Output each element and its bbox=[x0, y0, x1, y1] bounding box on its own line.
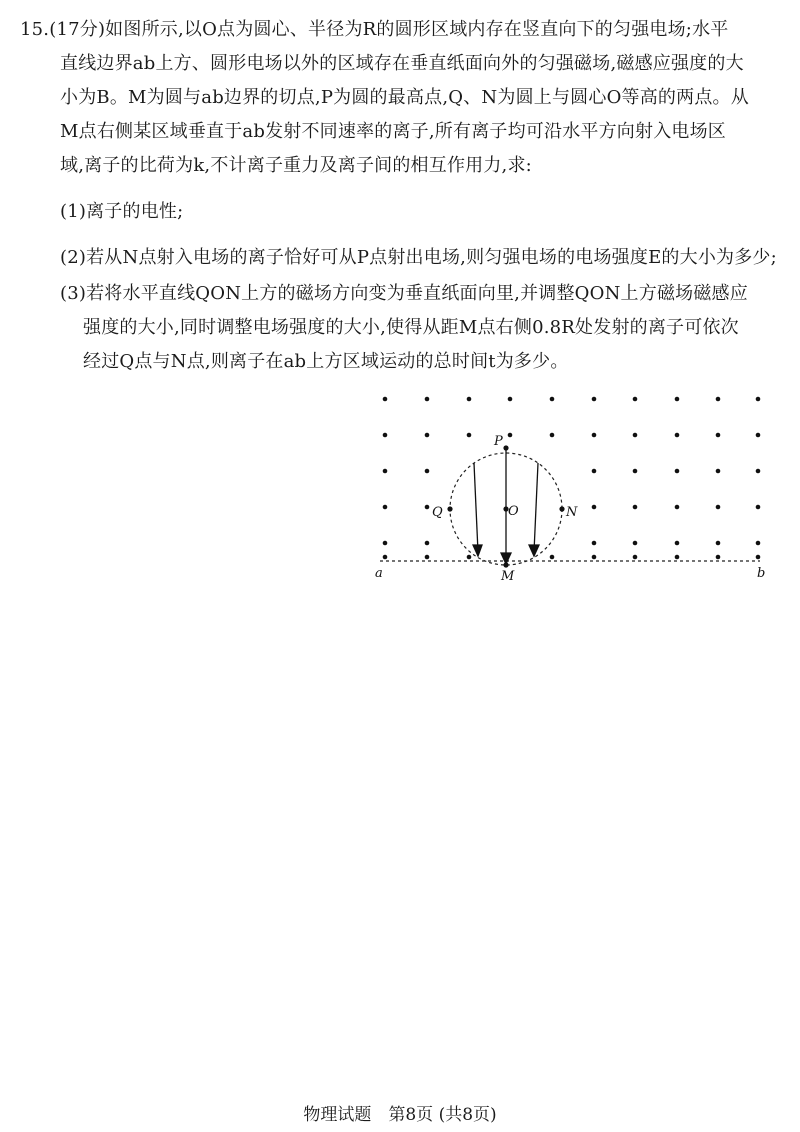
field-dot bbox=[716, 541, 721, 546]
field-dot bbox=[716, 469, 721, 474]
field-dot bbox=[675, 433, 680, 438]
label-M: M bbox=[501, 569, 515, 584]
label-a: a bbox=[375, 566, 383, 581]
field-dot bbox=[633, 397, 638, 402]
electric-field-arrows bbox=[473, 448, 539, 564]
field-dot bbox=[756, 397, 761, 402]
field-dot bbox=[716, 433, 721, 438]
point-N bbox=[559, 506, 564, 511]
field-dot bbox=[756, 469, 761, 474]
field-dot bbox=[633, 433, 638, 438]
point-P bbox=[503, 445, 508, 450]
field-dot bbox=[592, 541, 597, 546]
field-dot bbox=[550, 397, 555, 402]
question-line-4: M点右侧某区域垂直于ab发射不同速率的离子,所有离子均可沿水平方向射入电场区 bbox=[60, 121, 727, 142]
field-dot bbox=[633, 555, 638, 560]
field-dot bbox=[508, 397, 513, 402]
field-dot bbox=[675, 397, 680, 402]
field-dot bbox=[716, 397, 721, 402]
magnetic-field-dots bbox=[383, 397, 761, 560]
field-dot bbox=[425, 541, 430, 546]
label-Q: Q bbox=[432, 505, 443, 520]
field-dot bbox=[675, 555, 680, 560]
field-dot bbox=[425, 469, 430, 474]
field-dot bbox=[425, 555, 430, 560]
field-dot bbox=[592, 505, 597, 510]
field-dot bbox=[716, 505, 721, 510]
field-dot bbox=[756, 505, 761, 510]
field-dot bbox=[383, 505, 388, 510]
field-dot bbox=[633, 541, 638, 546]
label-b: b bbox=[757, 566, 766, 581]
point-M bbox=[503, 562, 508, 567]
question-line-2: 直线边界ab上方、圆形电场以外的区域存在垂直纸面向外的匀强磁场,磁感应强度的大 bbox=[60, 53, 744, 74]
field-dot bbox=[633, 469, 638, 474]
question-part-3-line-1: (3)若将水平直线QON上方的磁场方向变为垂直纸面向里,并调整QON上方磁场磁感应 bbox=[60, 283, 748, 304]
question-line-1: 15.(17分)如图所示,以O点为圆心、半径为R的圆形区域内存在竖直向下的匀强电场;水平 bbox=[20, 19, 729, 40]
field-dot bbox=[383, 397, 388, 402]
question-part-3-line-2: 强度的大小,同时调整电场强度的大小,使得从距M点右侧0.8R处发射的离子可依次 bbox=[83, 317, 739, 338]
field-dot bbox=[383, 541, 388, 546]
field-dot bbox=[425, 397, 430, 402]
field-dot bbox=[550, 555, 555, 560]
label-P: P bbox=[494, 434, 503, 449]
field-dot bbox=[425, 505, 430, 510]
physics-diagram bbox=[360, 385, 780, 585]
question-part-1: (1)离子的电性; bbox=[60, 201, 184, 222]
field-dot bbox=[425, 433, 430, 438]
question-line-3: 小为B。M为圆与ab边界的切点,P为圆的最高点,Q、N为圆上与圆心O等高的两点。从 bbox=[60, 87, 749, 108]
field-dot bbox=[467, 397, 472, 402]
field-dot bbox=[467, 555, 472, 560]
label-O: O bbox=[508, 504, 519, 519]
label-N: N bbox=[566, 505, 578, 520]
field-dot bbox=[675, 541, 680, 546]
field-dot bbox=[550, 433, 555, 438]
field-dot bbox=[756, 541, 761, 546]
field-dot bbox=[383, 555, 388, 560]
field-dot bbox=[592, 433, 597, 438]
question-part-3-line-3: 经过Q点与N点,则离子在ab上方区域运动的总时间t为多少。 bbox=[83, 351, 569, 372]
field-dot bbox=[716, 555, 721, 560]
page-footer: 物理试题 第8页 (共8页) bbox=[303, 1105, 497, 1125]
field-dot bbox=[675, 505, 680, 510]
field-dot bbox=[675, 469, 680, 474]
field-dot bbox=[633, 505, 638, 510]
field-dot bbox=[756, 433, 761, 438]
point-Q bbox=[447, 506, 452, 511]
field-dot bbox=[592, 469, 597, 474]
field-dot bbox=[508, 433, 513, 438]
field-dot bbox=[383, 469, 388, 474]
field-dot bbox=[383, 433, 388, 438]
field-dot bbox=[592, 555, 597, 560]
question-line-5: 域,离子的比荷为k,不计离子重力及离子间的相互作用力,求: bbox=[60, 155, 532, 176]
field-dot bbox=[756, 555, 761, 560]
field-dot bbox=[592, 397, 597, 402]
question-part-2: (2)若从N点射入电场的离子恰好可从P点射出电场,则匀强电场的电场强度E的大小为多少; bbox=[60, 247, 777, 268]
field-dot bbox=[467, 433, 472, 438]
